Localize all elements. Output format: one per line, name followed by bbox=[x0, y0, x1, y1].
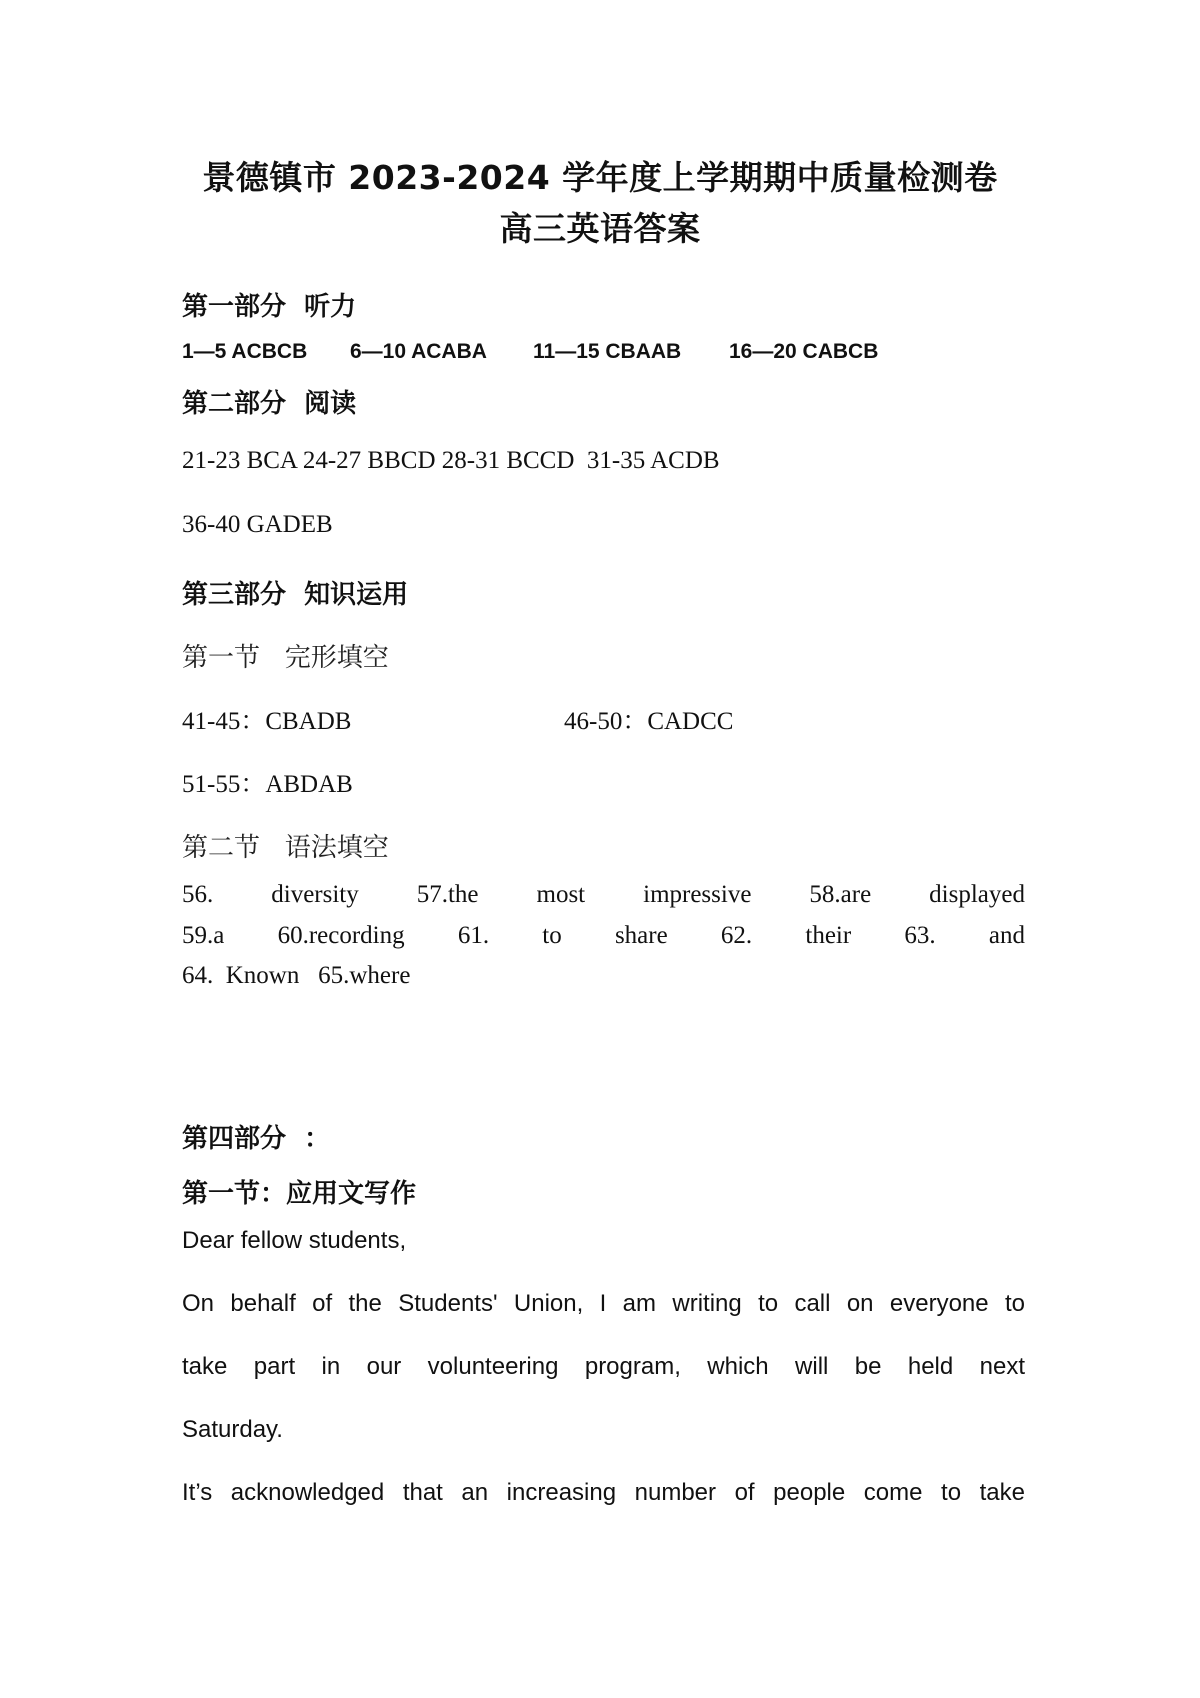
listening-answers-3: 11—15 CBAAB bbox=[533, 340, 682, 363]
essay-paragraph1-line3: Saturday. bbox=[182, 1416, 283, 1443]
part3-heading: 第三部分 知识运用 bbox=[182, 580, 409, 610]
document-subtitle: 高三英语答案 bbox=[499, 209, 701, 248]
grammar-section-heading: 第二节 语法填空 bbox=[182, 833, 389, 863]
listening-answers-2: 6—10 ACABA bbox=[350, 340, 487, 363]
listening-answers-1: 1—5 ACBCB bbox=[182, 340, 308, 363]
document-title: 景德镇市 2023-2024 学年度上学期期中质量检测卷 bbox=[202, 158, 998, 197]
part2-heading: 第二部分 阅读 bbox=[182, 389, 357, 419]
listening-answers-4: 16—20 CABCB bbox=[729, 340, 879, 363]
part4-heading: 第四部分 ： bbox=[182, 1124, 331, 1154]
part1-heading: 第一部分 听力 bbox=[182, 292, 357, 322]
essay-paragraph1-line2: take part in our volunteering program, which will be held next bbox=[182, 1353, 1025, 1380]
cloze-answers-46-50: 46-50：CADCC bbox=[564, 708, 734, 735]
reading-answers-line2: 36-40 GADEB bbox=[182, 511, 333, 538]
essay-paragraph2-line1: It’s acknowledged that an increasing number of people come to take bbox=[182, 1479, 1025, 1506]
grammar-answers-line2: 59.a 60.recording 61. to share 62. their 63. and bbox=[182, 922, 1025, 949]
essay-paragraph1-line1: On behalf of the Students' Union, I am writing to call on everyone to bbox=[182, 1290, 1025, 1317]
writing-section-heading: 第一节：应用文写作 bbox=[182, 1179, 417, 1209]
cloze-section-heading: 第一节 完形填空 bbox=[182, 643, 389, 673]
cloze-answers-41-45: 41-45：CBADB bbox=[182, 708, 352, 735]
grammar-answers-line3: 64. Known 65.where bbox=[182, 962, 411, 989]
essay-greeting: Dear fellow students, bbox=[182, 1227, 407, 1254]
reading-answers-line1: 21-23 BCA 24-27 BBCD 28-31 BCCD 31-35 ACDB bbox=[182, 447, 720, 474]
cloze-answers-51-55: 51-55：ABDAB bbox=[182, 771, 353, 798]
grammar-answers-line1: 56. diversity 57.the most impressive 58.are displayed bbox=[182, 881, 1025, 908]
